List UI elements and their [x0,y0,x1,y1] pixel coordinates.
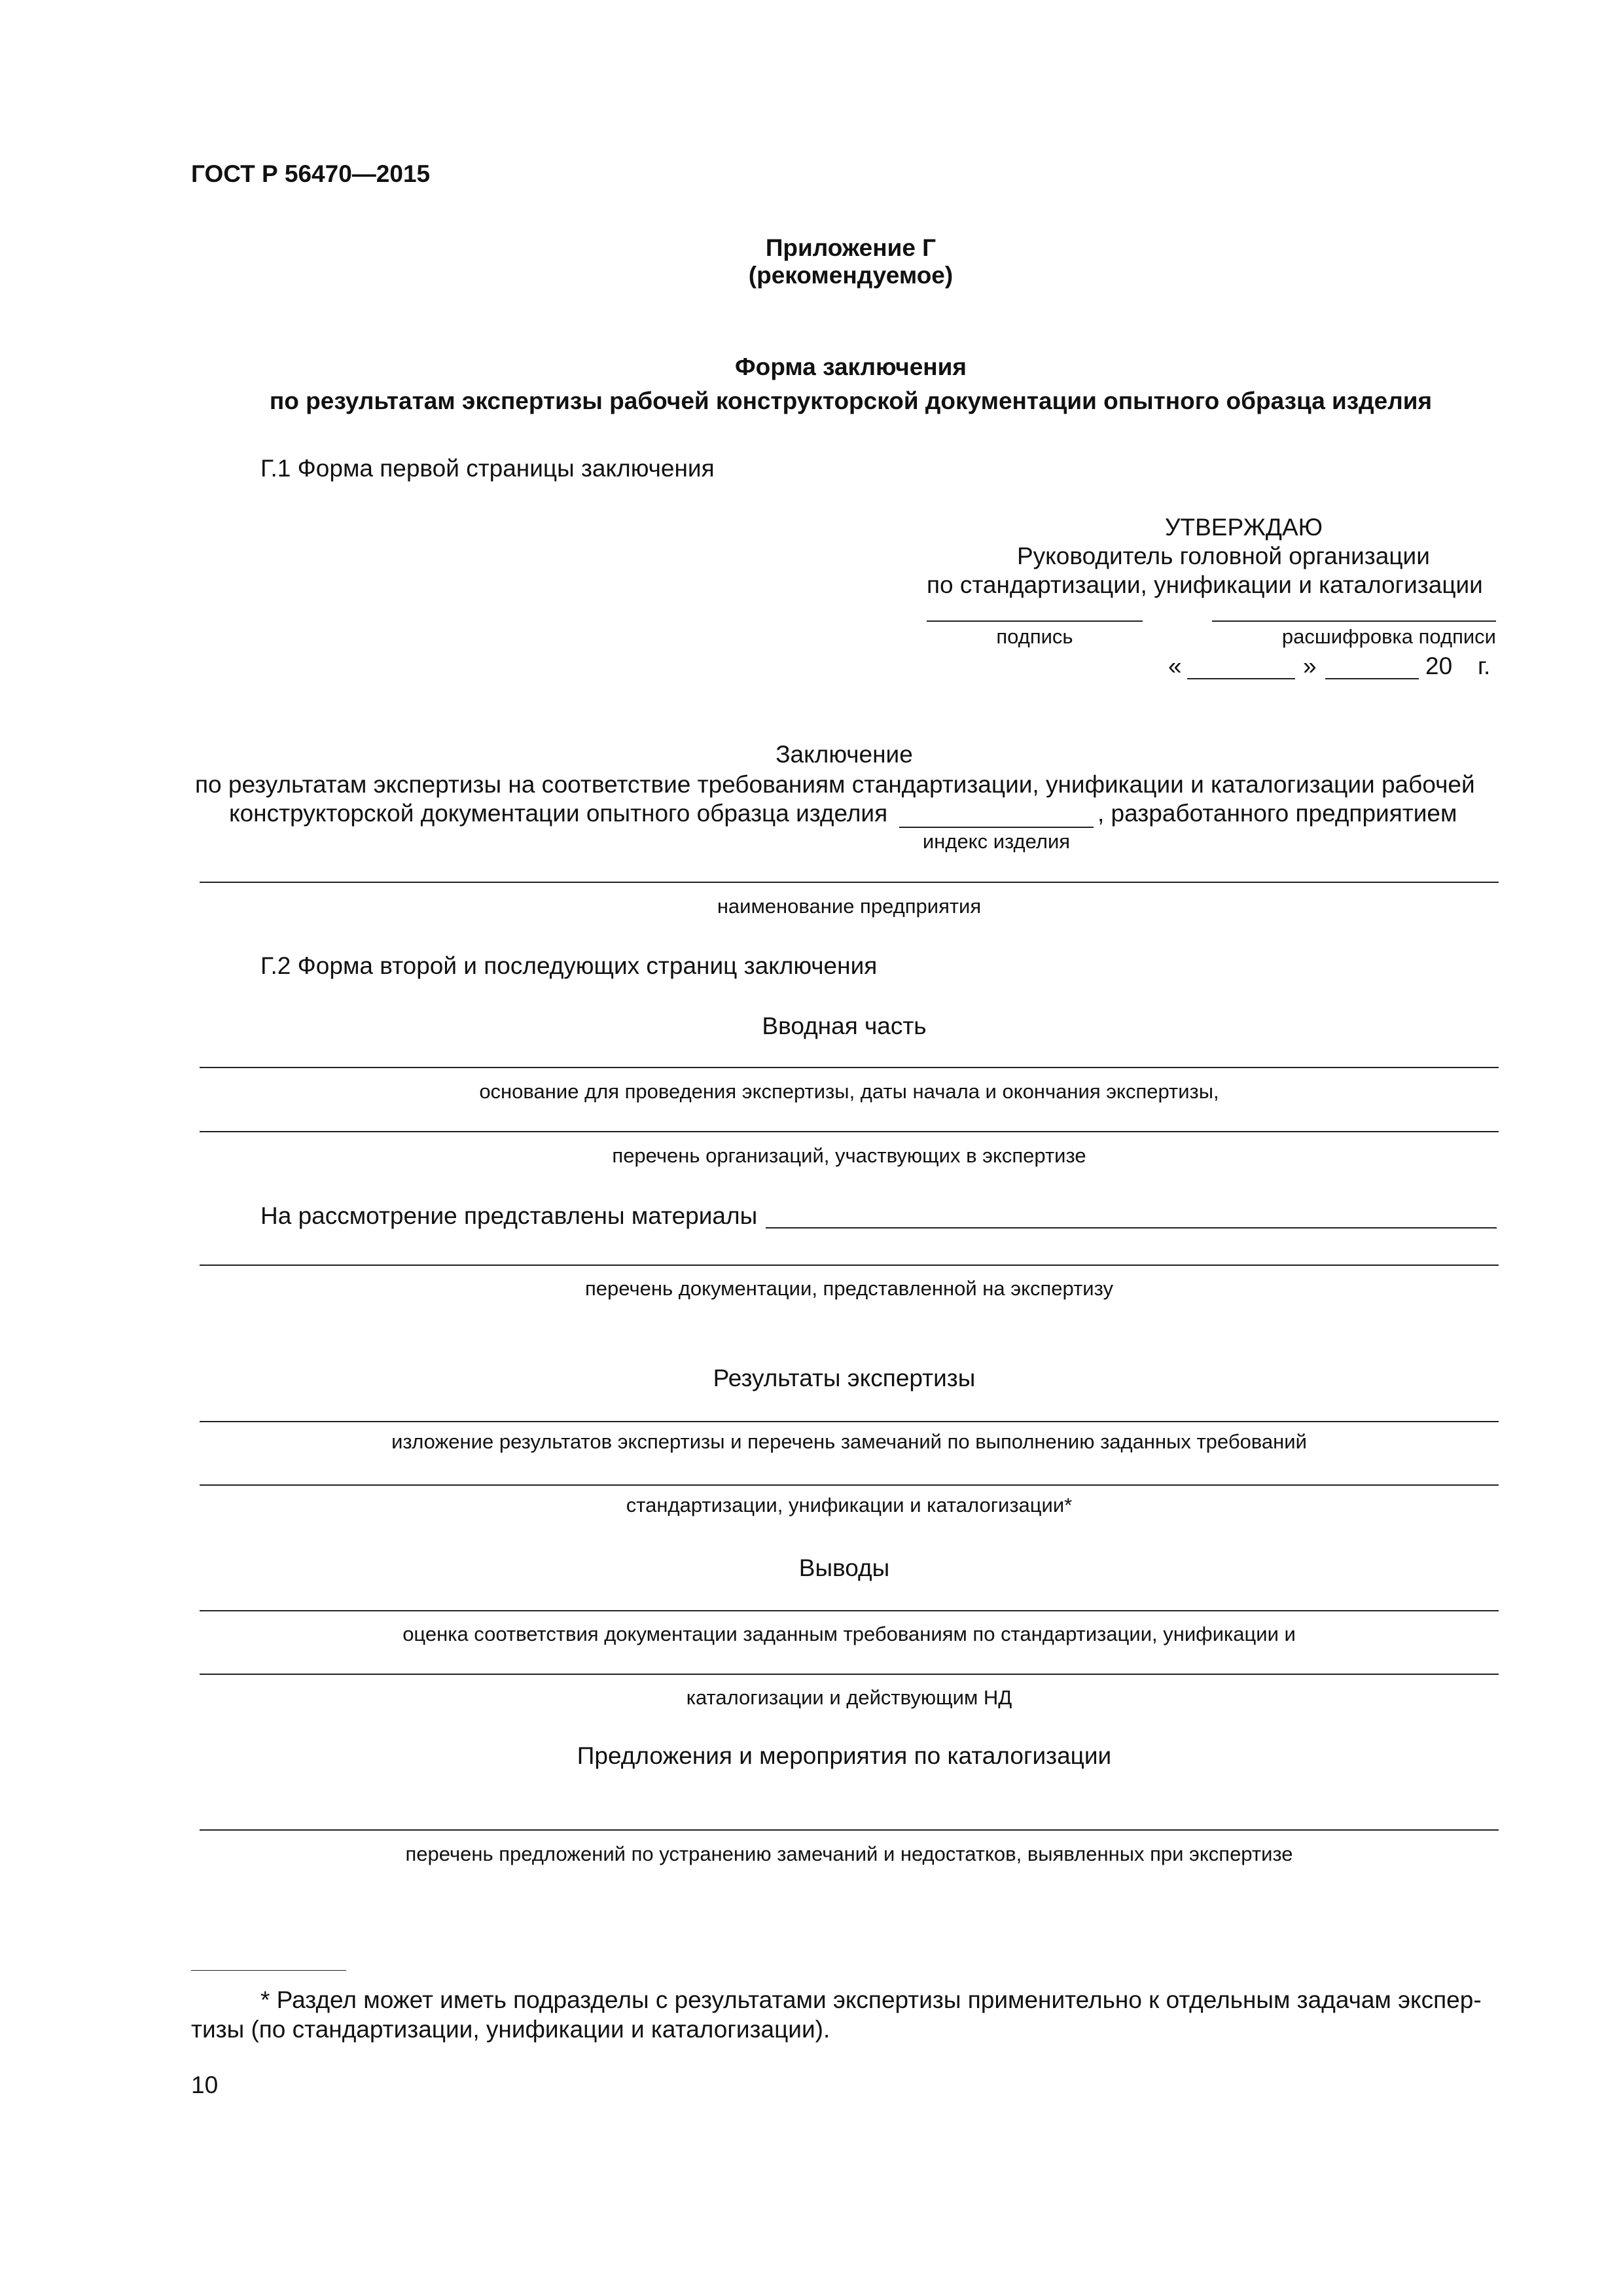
footnote-separator [191,1970,346,1971]
page-number: 10 [191,2072,219,2098]
proposals-caption1: перечень предложений по устранению замечаний и недостатков, выявленных при экспертизе [405,1842,1293,1865]
results-caption2: стандартизации, унификации и каталогизации* [626,1494,1073,1516]
signature-caption: подпись [996,625,1073,648]
conclusion-title: Заключение [776,741,913,768]
materials-label: На рассмотрение представлены материалы [260,1202,758,1229]
conclusion-line2-prefix: конструкторской документации опытного образца изделия [229,800,888,827]
materials-line2 [200,1265,1499,1266]
approval-approve: УТВЕРЖДАЮ [1165,514,1323,541]
conclusions-title: Выводы [798,1554,890,1581]
intro-caption2: перечень организаций, участвующих в экспертизе [612,1144,1086,1167]
signature-decoding-line [1212,620,1496,622]
intro-caption3: перечень документации, представленной на экспертизу [585,1277,1113,1300]
signature-line [927,620,1143,622]
section-g1-heading: Г.1 Форма первой страницы заключения [260,455,715,482]
enterprise-caption: наименование предприятия [717,895,982,918]
conclusions-line2 [200,1674,1499,1675]
date-month-line [1325,678,1419,679]
results-line2 [200,1484,1499,1486]
footnote-line1: * Раздел может иметь подразделы с результатами экспертизы применительно к отдельным задачам экспер- [260,1986,1482,2013]
conclusion-line2-suffix: , разработанного предприятием [1097,800,1457,827]
form-title-line2: по результатам экспертизы рабочей конструкторской документации опытного образца изделия [269,387,1433,414]
approval-line1: Руководитель головной организации [1017,543,1430,569]
intro-title: Вводная часть [762,1013,927,1039]
results-caption1: изложение результатов экспертизы и перечень замечаний по выполнению заданных требований [391,1430,1307,1453]
document-code: ГОСТ Р 56470—2015 [191,160,431,187]
product-index-line [899,827,1094,828]
materials-line [766,1227,1497,1229]
conclusions-caption1: оценка соответствия документации заданным требованиям по стандартизации, унификации и [402,1623,1296,1645]
intro-line1 [200,1067,1499,1068]
results-line1 [200,1421,1499,1422]
product-index-caption: индекс изделия [922,830,1071,853]
appendix-title: Приложение Г [765,234,936,261]
results-title: Результаты экспертизы [713,1365,976,1391]
intro-caption1: основание для проведения экспертизы, даты начала и окончания экспертизы, [479,1080,1219,1103]
intro-line2 [200,1131,1499,1132]
conclusions-caption2: каталогизации и действующим НД [686,1686,1012,1709]
section-g2-heading: Г.2 Форма второй и последующих страниц заключения [260,952,878,979]
proposals-title: Предложения и мероприятия по каталогизации [577,1742,1112,1769]
appendix-subtitle: (рекомендуемое) [748,262,954,289]
proposals-line1 [200,1829,1499,1831]
date-open-quote: « [1168,653,1182,679]
enterprise-line [200,882,1499,883]
date-close-quote: » [1303,653,1317,679]
date-year-suffix: г. [1478,653,1491,679]
signature-decoding-caption: расшифровка подписи [1281,625,1496,648]
approval-line2: по стандартизации, унификации и каталогизации [927,571,1483,598]
conclusions-line1 [200,1610,1499,1611]
date-year-prefix: 20 [1425,653,1453,679]
form-title-line1: Форма заключения [735,353,967,380]
conclusion-line1: по результатам экспертизы на соответствие требованиям стандартизации, унификации и каталогизации рабочей [195,771,1475,798]
footnote-line2: тизы (по стандартизации, унификации и каталогизации). [191,2016,830,2043]
date-day-line [1187,678,1295,679]
